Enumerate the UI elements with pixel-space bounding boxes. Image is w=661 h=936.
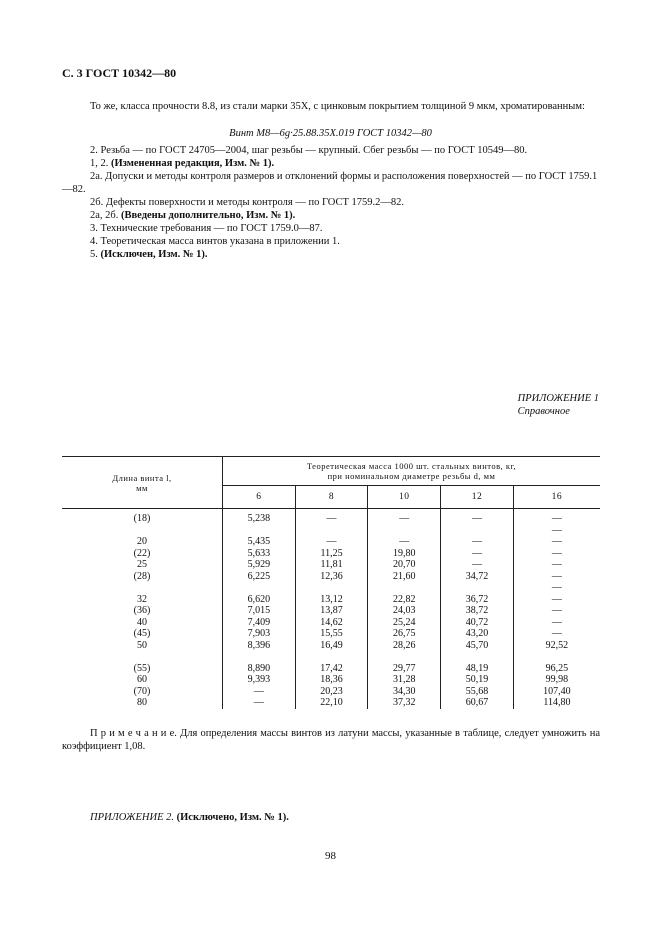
mass-cell: 36,72 <box>441 594 514 606</box>
length-cell <box>62 651 223 663</box>
mass-cell: — <box>513 571 600 583</box>
mass-cell: 24,03 <box>368 605 441 617</box>
mass-cell: 22,82 <box>368 594 441 606</box>
table-row <box>62 663 600 675</box>
mass-cell: 26,75 <box>368 628 441 640</box>
mass-cell: 43,20 <box>441 628 514 640</box>
mass-cell: — <box>295 513 368 525</box>
mass-cell: 6,225 <box>223 571 296 583</box>
mass-cell: 25,24 <box>368 617 441 629</box>
mass-cell: 12,36 <box>295 571 368 583</box>
mass-cell: 34,30 <box>368 686 441 698</box>
diameter-header: 16 <box>513 486 600 509</box>
mass-cell: 16,49 <box>295 640 368 652</box>
mass-cell: 8,890 <box>223 663 296 675</box>
length-cell: 25 <box>137 559 147 570</box>
requirement-text: 4. Теоретическая масса винтов указана в приложении 1. <box>90 236 340 247</box>
diameter-header: 8 <box>295 486 368 509</box>
mass-cell: 55,68 <box>441 686 514 698</box>
requirement-amendment: (Измененная редакция, Изм. № 1). <box>111 158 275 169</box>
mass-cell: — <box>513 525 600 537</box>
length-cell: 60 <box>137 674 147 685</box>
table-row <box>62 548 600 560</box>
mass-cell <box>368 582 441 594</box>
mass-cell: 20,23 <box>295 686 368 698</box>
mass-cell: 17,42 <box>295 663 368 675</box>
mass-cell: 107,40 <box>513 686 600 698</box>
mass-cell: — <box>223 686 296 698</box>
mass-cell: 28,26 <box>368 640 441 652</box>
mass-cell <box>295 651 368 663</box>
mass-cell <box>223 582 296 594</box>
mass-cell: — <box>513 559 600 571</box>
requirement-item <box>62 209 602 222</box>
mass-cell: 13,87 <box>295 605 368 617</box>
mass-cell <box>368 651 441 663</box>
mass-cell: 19,80 <box>368 548 441 560</box>
appendix-2-status: (Исключено, Изм. № 1). <box>176 812 289 823</box>
table-row <box>62 640 600 652</box>
mass-group-header <box>223 457 601 486</box>
requirement-text: 2а. Допуски и методы контроля размеров и отклонений формы и расположения поверхностей — по ГОСТ 1759.1—82. <box>62 171 598 195</box>
mass-cell: 37,32 <box>368 697 441 709</box>
length-cell: (28) <box>133 570 151 582</box>
mass-cell: — <box>441 536 514 548</box>
appendix-1-heading <box>518 392 599 418</box>
diameter-header: 6 <box>223 486 296 509</box>
mass-cell: 29,77 <box>368 663 441 675</box>
requirement-item <box>62 248 602 261</box>
table-row <box>62 582 600 594</box>
mass-cell: 20,70 <box>368 559 441 571</box>
mass-cell: 14,62 <box>295 617 368 629</box>
table-row <box>62 686 600 698</box>
mass-cell <box>295 525 368 537</box>
mass-cell: 9,393 <box>223 674 296 686</box>
length-cell: 50 <box>137 639 147 651</box>
length-cell: (22) <box>133 547 151 559</box>
mass-cell: 7,409 <box>223 617 296 629</box>
mass-cell: — <box>513 628 600 640</box>
requirement-item <box>62 170 602 196</box>
mass-cell: 31,28 <box>368 674 441 686</box>
mass-cell <box>441 582 514 594</box>
requirement-text: 2. Резьба — по ГОСТ 24705—2004, шаг резьбы — крупный. Сбег резьбы — по ГОСТ 10549—80. <box>90 145 528 156</box>
mass-cell: 8,396 <box>223 640 296 652</box>
requirement-amendment: (Исключен, Изм. № 1). <box>100 249 208 260</box>
mass-cell: 15,55 <box>295 628 368 640</box>
mass-cell: 38,72 <box>441 605 514 617</box>
mass-cell: 5,238 <box>223 513 296 525</box>
table-row <box>62 525 600 537</box>
requirement-text: 2б. Дефекты поверхности и методы контроля — по ГОСТ 1759.2—82. <box>90 197 405 208</box>
mass-cell: — <box>368 536 441 548</box>
requirement-item <box>62 144 602 157</box>
mass-cell: 114,80 <box>513 697 600 709</box>
requirement-item <box>62 157 602 170</box>
table-note: П р и м е ч а н и е. Для определения массы винтов из латуни массы, указанные в таблице, следует умножить на коэффициент 1,08. <box>62 728 600 752</box>
mass-cell: — <box>513 548 600 560</box>
length-cell: (18) <box>133 513 151 524</box>
intro-paragraph: То же, класса прочности 8.8, из стали марки 35Х, с цинковым покрытием толщиной 9 мкм, хроматированным: <box>90 101 585 112</box>
length-cell <box>62 582 223 594</box>
mass-cell <box>513 651 600 663</box>
mass-cell: — <box>513 536 600 548</box>
mass-cell: — <box>223 697 296 709</box>
table-row <box>62 571 600 583</box>
table-row <box>62 617 600 629</box>
mass-cell: 6,620 <box>223 594 296 606</box>
length-cell: (36) <box>133 605 151 616</box>
length-cell: (70) <box>133 685 151 697</box>
appendix-1-title: ПРИЛОЖЕНИЕ 1 <box>517 393 599 404</box>
mass-cell: 22,10 <box>295 697 368 709</box>
designation-formula: Винт М8—6g·25.88.35Х.019 ГОСТ 10342—80 <box>229 128 432 139</box>
table-row <box>62 513 600 525</box>
mass-cell: 34,72 <box>441 571 514 583</box>
mass-group-header-line2: при номинальном диаметре резьбы d, мм <box>327 471 496 481</box>
table-row <box>62 651 600 663</box>
mass-cell: — <box>295 536 368 548</box>
length-cell: 32 <box>137 593 147 605</box>
requirement-text: 2а, 2б. <box>90 210 122 221</box>
mass-cell: 11,81 <box>295 559 368 571</box>
mass-cell: 96,25 <box>513 663 600 675</box>
mass-cell: 7,015 <box>223 605 296 617</box>
mass-cell: — <box>441 548 514 560</box>
mass-cell: 92,52 <box>513 640 600 652</box>
requirement-item <box>62 196 602 209</box>
mass-cell: 7,903 <box>223 628 296 640</box>
length-cell <box>62 525 223 537</box>
table-row <box>62 697 600 709</box>
mass-cell: 48,19 <box>441 663 514 675</box>
length-cell: 80 <box>137 697 147 708</box>
table-row <box>62 559 600 571</box>
mass-cell: — <box>441 513 514 525</box>
appendix-2 <box>90 812 289 823</box>
mass-cell <box>368 525 441 537</box>
length-header-line2: мм <box>136 482 148 493</box>
length-cell: (55) <box>133 662 151 674</box>
requirement-text: 1, 2. <box>90 158 111 169</box>
mass-cell: 21,60 <box>368 571 441 583</box>
mass-cell: 50,19 <box>441 674 514 686</box>
mass-cell <box>223 651 296 663</box>
mass-cell <box>295 582 368 594</box>
table-row <box>62 605 600 617</box>
mass-cell: 60,67 <box>441 697 514 709</box>
mass-table <box>62 456 600 709</box>
mass-cell <box>223 525 296 537</box>
mass-cell: — <box>441 559 514 571</box>
appendix-2-title: ПРИЛОЖЕНИЕ 2. <box>90 812 177 823</box>
mass-cell: 99,98 <box>513 674 600 686</box>
mass-cell: — <box>513 594 600 606</box>
mass-cell: 5,435 <box>223 536 296 548</box>
table-row <box>62 628 600 640</box>
page-header: С. 3 ГОСТ 10342—80 <box>62 66 177 80</box>
mass-cell: 5,929 <box>223 559 296 571</box>
mass-cell: — <box>513 513 600 525</box>
mass-cell <box>441 651 514 663</box>
appendix-1-subtitle: Справочное <box>517 406 570 417</box>
requirement-text: 3. Технические требования — по ГОСТ 1759.0—87. <box>90 223 323 234</box>
mass-cell <box>441 525 514 537</box>
length-header-line1: Длина винта l, <box>112 472 172 483</box>
mass-cell: 5,633 <box>223 548 296 560</box>
mass-cell: 11,25 <box>295 548 368 560</box>
table-row <box>62 594 600 606</box>
mass-cell: 18,36 <box>295 674 368 686</box>
length-column-header <box>62 457 223 509</box>
requirement-item <box>62 235 602 248</box>
mass-cell: 40,72 <box>441 617 514 629</box>
mass-cell: 45,70 <box>441 640 514 652</box>
diameter-header: 12 <box>441 486 514 509</box>
length-cell: (45) <box>133 628 151 639</box>
mass-cell: — <box>513 582 600 594</box>
mass-cell: 13,12 <box>295 594 368 606</box>
table-row <box>62 536 600 548</box>
mass-cell: — <box>513 617 600 629</box>
mass-cell: — <box>513 605 600 617</box>
requirement-amendment: (Введены дополнительно, Изм. № 1). <box>121 210 296 221</box>
table-row <box>62 674 600 686</box>
diameter-header: 10 <box>368 486 441 509</box>
length-cell: 20 <box>137 536 147 547</box>
length-cell: 40 <box>137 616 147 628</box>
mass-group-header-line1: Теоретическая масса 1000 шт. стальных винтов, кг, <box>306 461 517 471</box>
mass-cell: — <box>368 513 441 525</box>
requirement-text: 5. <box>90 249 101 260</box>
page-number: 98 <box>325 850 336 862</box>
requirement-item <box>62 222 602 235</box>
